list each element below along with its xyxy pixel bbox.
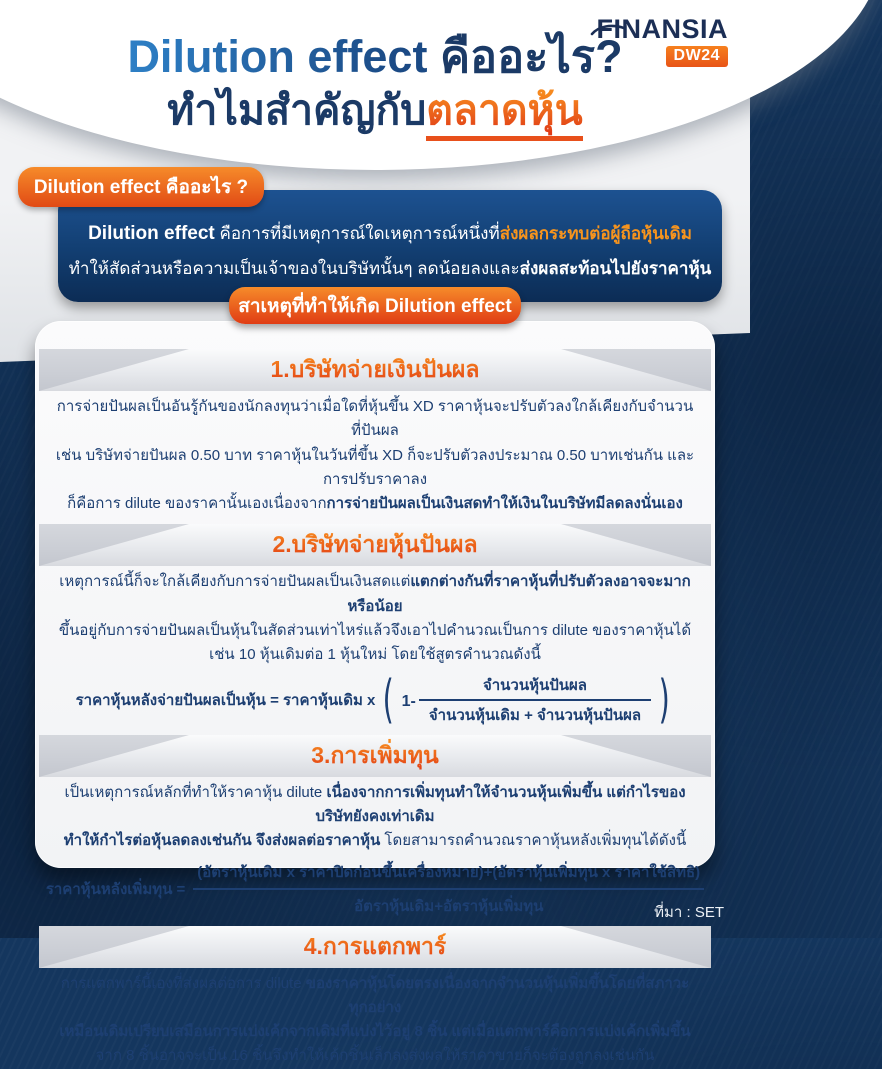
section-4-band: [39, 926, 711, 968]
logo-wordmark: [597, 14, 729, 45]
title-line2-prefix: ทำไมสำคัญกับ: [167, 87, 427, 133]
section-3-line2: [55, 829, 694, 853]
section-2-line1-regular: เหตุการณ์นี้ก็จะใกล้เคียงกับการจ่ายปันผลเป็นเงินสดแต่: [59, 573, 411, 591]
section-4-body: [55, 972, 694, 1069]
section-3-body: [55, 781, 694, 854]
formula2-numerator: จำนวนหุ้นปันผล: [482, 676, 587, 694]
section-3-line1: [55, 781, 694, 830]
formula2-one-minus: 1-: [401, 692, 416, 710]
intro-line1-bold: Dilution effect: [88, 222, 215, 244]
intro-pill-label: Dilution effect คืออะไร ?: [33, 177, 249, 198]
formula2-open-paren: (: [382, 669, 395, 730]
section-1-line2: เช่น บริษัทจ่ายปันผล 0.50 บาท ราคาหุ้นในวันที่ขึ้น XD ก็จะปรับตัวลงประมาณ 0.50 บาทเช่นกัน และการปรับราคาลง: [55, 446, 695, 488]
swoosh-icon: [591, 23, 625, 37]
intro-line1: [58, 215, 722, 252]
dividend-stock-formula: [35, 669, 715, 730]
formula3-fraction: [193, 860, 704, 918]
source-note: ที่มา : SET: [654, 904, 724, 921]
title-line2-highlight: ตลาดหุ้น: [426, 86, 582, 141]
section-3-line2-regular: โดยสามารถคำนวณราคาหุ้นหลังเพิ่มทุนได้ดังนี้: [384, 832, 687, 850]
causes-pill-label: สาเหตุที่ทำให้เกิด Dilution effect: [238, 295, 512, 317]
intro-line1-text: คือการที่มีเหตุการณ์ใดเหตุการณ์หนึ่งที่: [214, 223, 500, 243]
section-3-line1-regular: เป็นเหตุการณ์หลักที่ทำให้ราคาหุ้น dilute: [64, 783, 327, 801]
formula2-lhs: ราคาหุ้นหลังจ่ายปันผลเป็นหุ้น = ราคาหุ้นเดิม x: [75, 691, 376, 709]
section-1-line3: [55, 492, 694, 516]
section-3-band: [39, 735, 711, 777]
dw24-badge: DW24: [666, 46, 728, 67]
finansia-logo: [597, 14, 729, 67]
formula3-numerator: (อัตราหุ้นเดิม x ราคาปิดก่อนขึ้นเครื่องหมาย)+(อัตราหุ้นเพิ่มทุน x ราคาใช้สิทธิ): [193, 860, 704, 890]
intro-line2-bold: ส่งผลสะท้อนไปยังราคาหุ้น: [519, 258, 712, 278]
formula3-denominator: อัตราหุ้นเดิม+อัตราหุ้นเพิ่มทุน: [354, 897, 544, 915]
section-4-line3: จาก 8 ชิ้นอาจจะเป็น 16 ชิ้นจึงทำให้เค้กชิ้นเล็กลงส่งผลให้ราคาขายก็จะต้องถูกลงเช่นกัน: [95, 1047, 655, 1065]
section-4-line1-bold: ของราคาหุ้นโดยตรงเนื่องจากจำนวนหุ้นเพิ่มขึ้นโดยที่สภาวะทุกอย่าง: [305, 974, 690, 1016]
section-1-line1: การจ่ายปันผลเป็นอันรู้กันของนักลงทุนว่าเมื่อใดที่หุ้นขึ้น XD ราคาหุ้นจะปรับตัวลงใกล้เคียงกับจำนวนที่ปันผล: [56, 398, 694, 440]
section-2-line1: [55, 570, 694, 619]
section-1-line3-bold: การจ่ายปันผลเป็นเงินสดทำให้เงินในบริษัทมีลดลงนั่นเอง: [326, 495, 683, 513]
logo-text: FINANSIA: [596, 14, 728, 44]
section-4-heading: 4.การแตกพาร์: [304, 929, 447, 965]
section-2-line2: ขึ้นอยู่กับการจ่ายปันผลเป็นหุ้นในสัดส่วนเท่าไหร่แล้วจึงเอาไปคำนวณเป็นการ dilute ของราคาหุ้นได้: [58, 622, 692, 640]
formula3-lhs: ราคาหุ้นหลังเพิ่มทุน =: [45, 880, 186, 898]
intro-line2: [58, 252, 722, 285]
section-2-line3: เช่น 10 หุ้นเดิมต่อ 1 หุ้นใหม่ โดยใช้สูตรคำนวณดังนี้: [209, 646, 541, 664]
section-4-line1-regular: การแตกพาร์นี้เองที่ส่งผลต่อการ dilute: [60, 974, 306, 992]
title-line1-th: คืออะไร?: [427, 31, 623, 82]
formula2-fraction: [419, 673, 651, 727]
title-line2: [0, 86, 750, 141]
section-2-body: [55, 570, 694, 667]
section-3-line1-bold: เนื่องจากการเพิ่มทุนทำให้จำนวนหุ้นเพิ่มขึ้น แต่กำไรของบริษัทยังคงเท่าเดิม: [315, 783, 686, 825]
intro-line2-text: ทำให้สัดส่วนหรือความเป็นเจ้าของในบริษัทนั้นๆ ลดน้อยลงและ: [68, 258, 520, 278]
capital-increase-formula: [35, 860, 715, 918]
intro-line1-highlight: ส่งผลกระทบต่อผู้ถือหุ้นเดิม: [499, 223, 692, 243]
section-3-line2-bold: ทำให้กำไรต่อหุ้นลดลงเช่นกัน จึงส่งผลต่อราคาหุ้น: [63, 832, 385, 850]
causes-pill: [229, 287, 521, 324]
section-2-line1-bold: แตกต่างกันที่ราคาหุ้นที่ปรับตัวลงอาจจะมากหรือน้อย: [347, 573, 691, 615]
section-4-line2: เหมือนเดิมเปรียบเสมือนการแบ่งเค้กจากเดิมที่แบ่งไว้อยู่ 8 ชิ้น แต่เมื่อแตกพาร์คือการแบ่งเค้กเพิ่มขึ้น: [59, 1023, 691, 1041]
section-2-band: [39, 524, 711, 566]
section-4-line1: [55, 972, 694, 1021]
intro-pill: [18, 167, 264, 207]
section-2-heading: 2.บริษัทจ่ายหุ้นปันผล: [272, 527, 477, 563]
section-3-heading: 3.การเพิ่มทุน: [311, 738, 438, 774]
section-1-body: [55, 395, 694, 516]
section-1-heading: 1.บริษัทจ่ายเงินปันผล: [270, 352, 479, 388]
section-1-line3-regular: ก็คือการ dilute ของราคานั้นเองเนื่องจาก: [67, 495, 327, 513]
formula2-denominator: จำนวนหุ้นเดิม + จำนวนหุ้นปันผล: [419, 699, 651, 727]
formula2-close-paren: ): [658, 669, 670, 730]
title-line1-en: Dilution effect: [127, 31, 428, 82]
section-1-band: [39, 349, 711, 391]
